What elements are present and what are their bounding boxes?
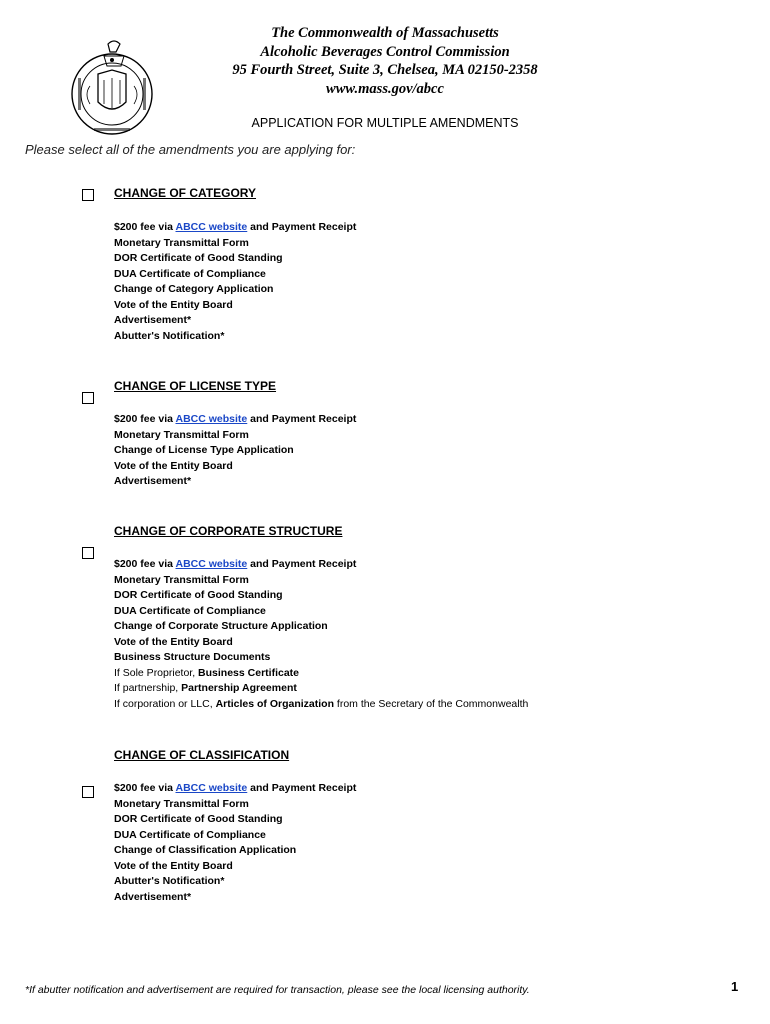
list-item: Monetary Transmittal Form bbox=[114, 236, 249, 249]
list-item: Change of License Type Application bbox=[114, 444, 294, 456]
list-item: Change of Corporate Structure Application bbox=[114, 620, 328, 632]
list-item: Change of Classification Application bbox=[114, 844, 297, 856]
section-title-change-of-category: CHANGE OF CATEGORY bbox=[114, 186, 257, 200]
list-item: DOR Certificate of Good Standing bbox=[114, 252, 283, 264]
list-item: Business Structure Documents bbox=[114, 651, 271, 663]
list-item: DOR Certificate of Good Standing bbox=[114, 589, 283, 601]
list-item: Abutter's Notification* bbox=[114, 875, 225, 887]
commission-name: Alcoholic Beverages Control Commission bbox=[260, 43, 510, 60]
list-item: Advertisement* bbox=[114, 314, 192, 326]
abcc-website-link[interactable]: ABCC website bbox=[175, 413, 248, 425]
application-title: APPLICATION FOR MULTIPLE AMENDMENTS bbox=[251, 116, 519, 130]
list-item: Change of Category Application bbox=[114, 283, 274, 295]
section-title-change-of-classification: CHANGE OF CLASSIFICATION bbox=[114, 748, 290, 762]
list-item: Vote of the Entity Board bbox=[114, 635, 233, 648]
commission-website: www.mass.gov/abcc bbox=[326, 80, 444, 97]
requirements-change-of-license-type bbox=[114, 412, 356, 490]
fee-line: $200 fee via ABCC website and Payment Receipt bbox=[114, 782, 357, 794]
fee-line: $200 fee via ABCC website and Payment Receipt bbox=[114, 413, 357, 425]
requirements-change-of-corporate-structure bbox=[114, 557, 528, 712]
list-item: Vote of the Entity Board bbox=[114, 459, 233, 472]
list-item: DUA Certificate of Compliance bbox=[114, 604, 266, 617]
requirements-change-of-classification bbox=[114, 781, 356, 905]
checkbox-change-of-category[interactable] bbox=[82, 189, 94, 201]
page-number: 1 bbox=[731, 979, 739, 994]
list-item: Monetary Transmittal Form bbox=[114, 797, 249, 810]
section-title-change-of-license-type: CHANGE OF LICENSE TYPE bbox=[114, 379, 277, 393]
instructions-text: Please select all of the amendments you are applying for: bbox=[25, 142, 356, 157]
requirements-change-of-category bbox=[114, 220, 356, 344]
commonwealth-name: The Commonwealth of Massachusetts bbox=[271, 25, 499, 41]
list-item: Monetary Transmittal Form bbox=[114, 573, 249, 586]
list-item: DUA Certificate of Compliance bbox=[114, 828, 266, 841]
list-item: DOR Certificate of Good Standing bbox=[114, 813, 283, 825]
list-item: Vote of the Entity Board bbox=[114, 298, 233, 311]
massachusetts-seal-icon bbox=[64, 30, 160, 140]
fee-line: $200 fee via ABCC website and Payment Receipt bbox=[114, 221, 357, 233]
checkbox-change-of-corporate-structure[interactable] bbox=[82, 547, 94, 559]
list-item: Advertisement* bbox=[114, 890, 192, 903]
abcc-website-link[interactable]: ABCC website bbox=[175, 782, 248, 794]
list-item: Vote of the Entity Board bbox=[114, 859, 233, 872]
checkbox-change-of-license-type[interactable] bbox=[82, 392, 94, 404]
sub-item: If Sole Proprietor, Business Certificate bbox=[114, 666, 300, 679]
checkbox-change-of-classification[interactable] bbox=[82, 786, 94, 798]
section-title-change-of-corporate-structure: CHANGE OF CORPORATE STRUCTURE bbox=[114, 524, 343, 538]
footnote: *If abutter notification and advertisement are required for transaction, please see the local licensing authority. bbox=[25, 984, 530, 996]
fee-line: $200 fee via ABCC website and Payment Receipt bbox=[114, 558, 357, 570]
sub-item: If corporation or LLC, Articles of Organization from the Secretary of the Commonwealth bbox=[114, 697, 529, 710]
letterhead bbox=[200, 24, 570, 98]
commission-address: 95 Fourth Street, Suite 3, Chelsea, MA 02150-2358 bbox=[232, 62, 538, 78]
abcc-website-link[interactable]: ABCC website bbox=[175, 558, 248, 570]
abcc-website-link[interactable]: ABCC website bbox=[175, 221, 248, 233]
sub-item: If partnership, Partnership Agreement bbox=[114, 682, 297, 694]
list-item: Monetary Transmittal Form bbox=[114, 428, 249, 441]
list-item: DUA Certificate of Compliance bbox=[114, 267, 266, 280]
list-item: Advertisement* bbox=[114, 475, 192, 487]
list-item: Abutter's Notification* bbox=[114, 329, 225, 342]
